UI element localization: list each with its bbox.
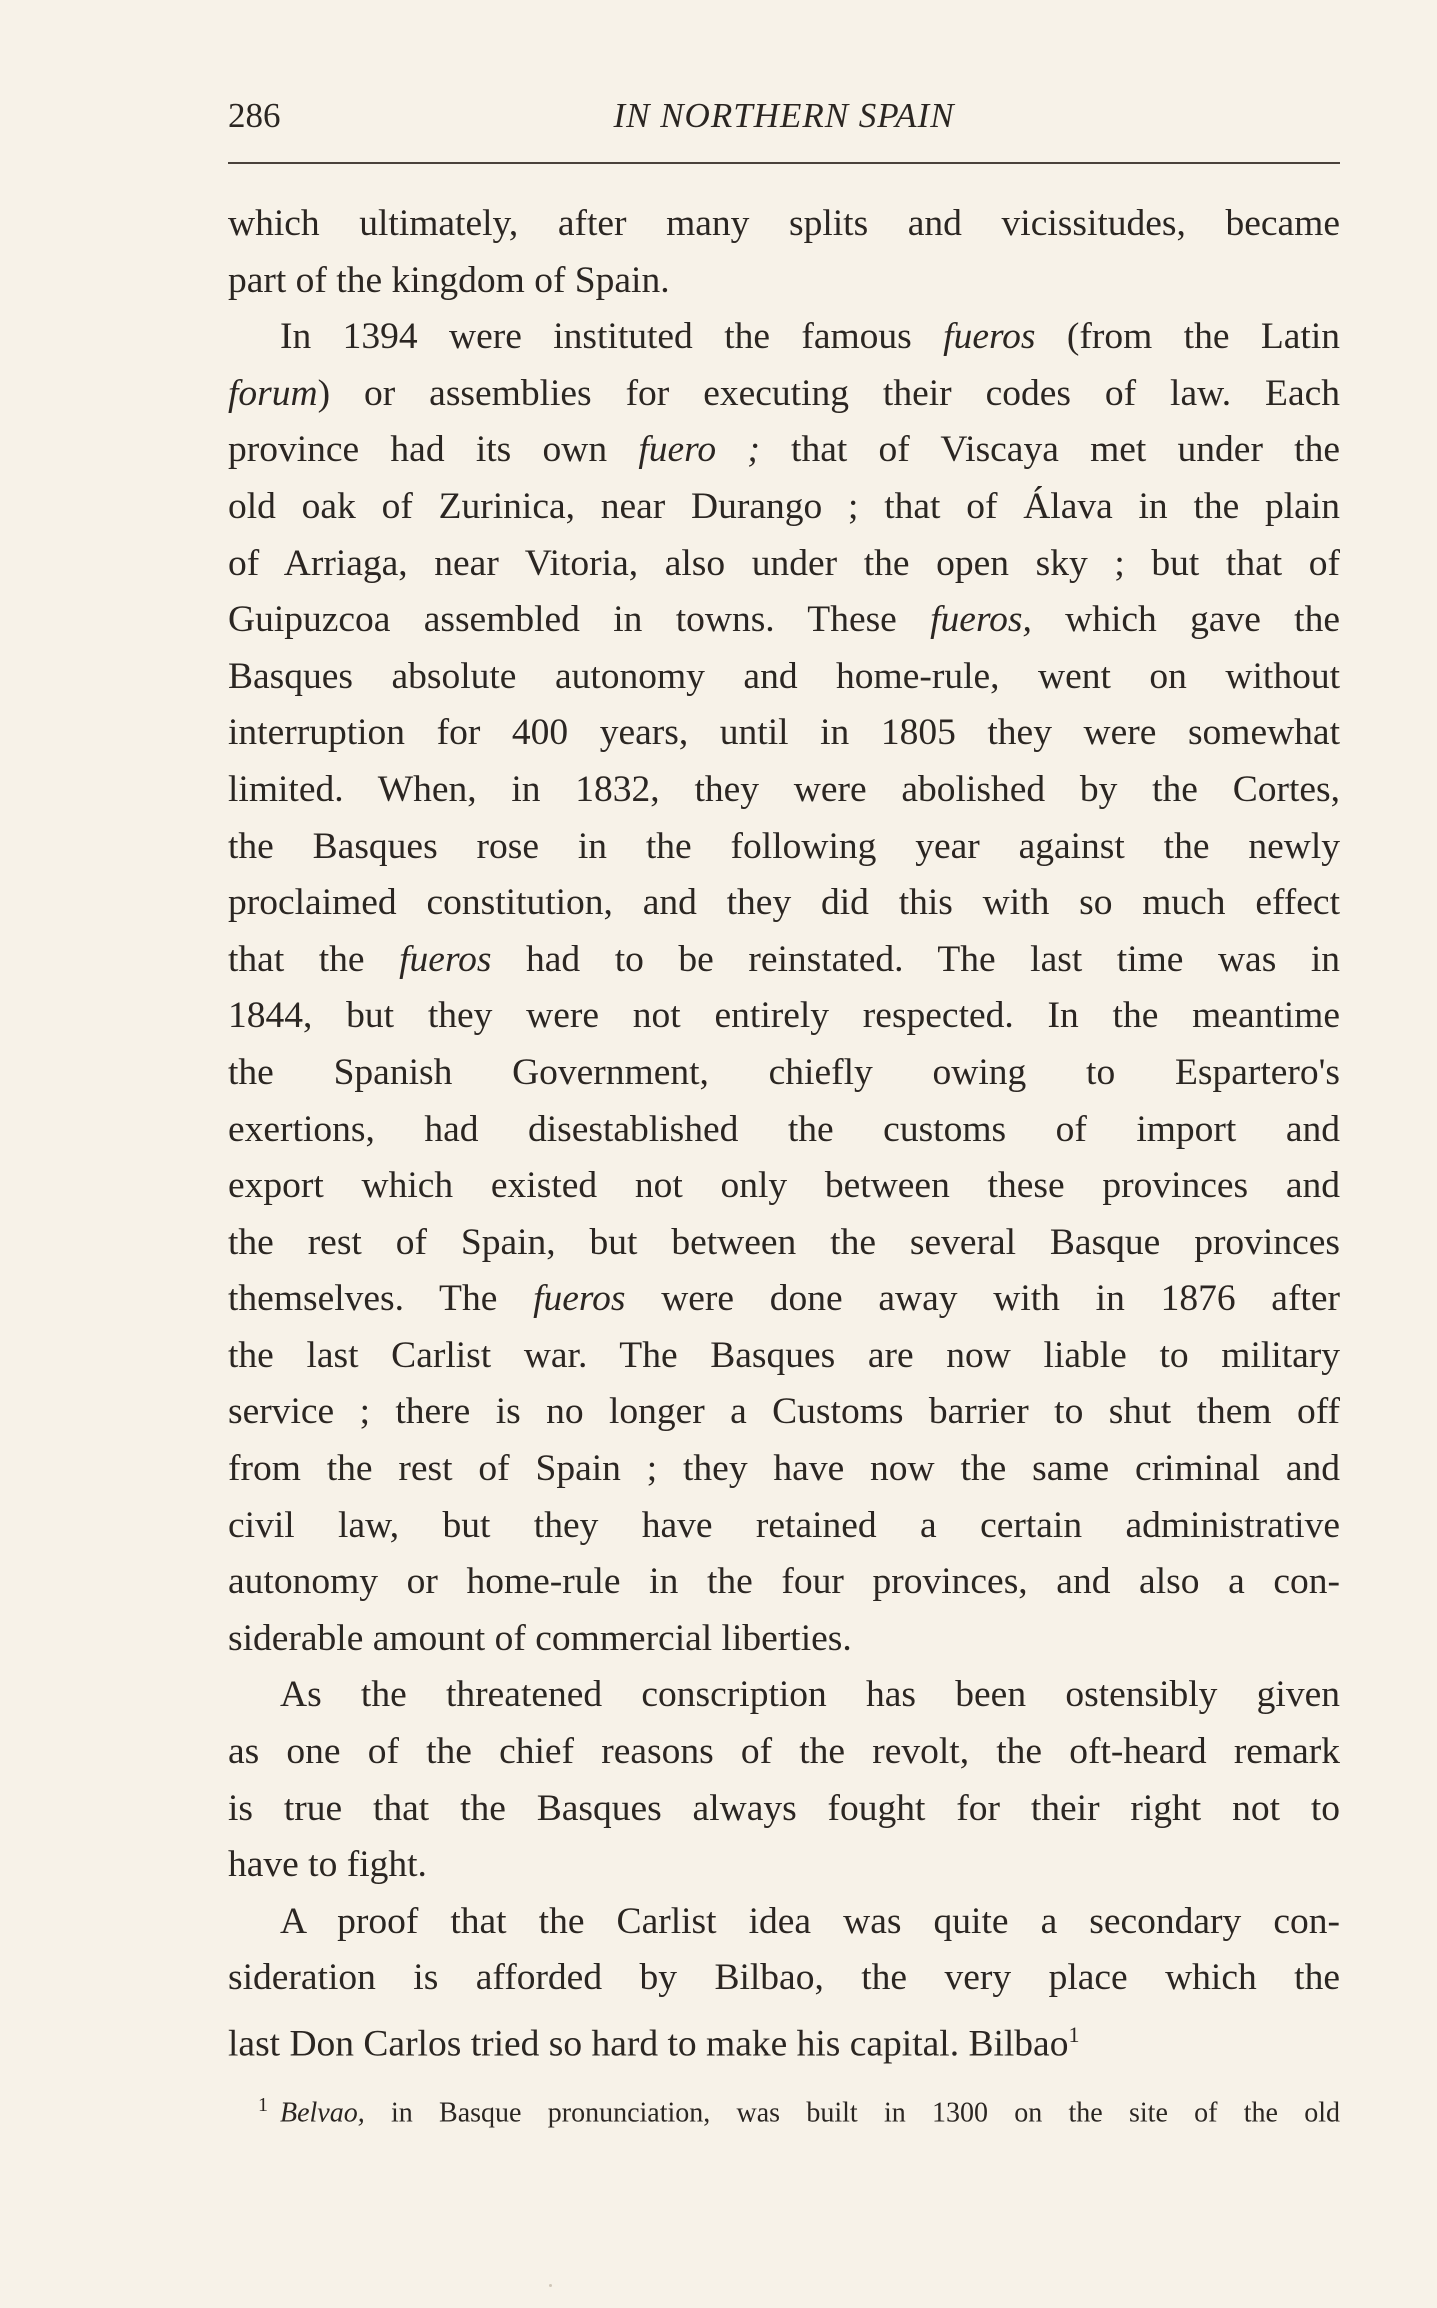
footnote-marker: 1 [258,2094,268,2116]
text-span: proclaimed constitution, and they did this with so much effect [228,882,1340,924]
body-text [228,196,1340,2064]
text-line [228,1498,1340,1555]
page-header [228,96,1340,146]
text-line [228,592,1340,649]
text-span: fueros [533,1278,626,1320]
text-span: A proof that the Carlist idea was quite a secondary con- [280,1900,1340,1942]
text-span: last Don Carlos tried so hard to make his capital. Bilbao [228,2023,1069,2065]
text-span: interruption for 400 years, until in 1805 they were somewhat [228,712,1340,754]
text-span: that of Viscaya met under the [759,429,1340,471]
text-line [228,1950,1340,2007]
text-span: limited. When, in 1832, they were abolished by the Cortes, [228,768,1340,810]
page-number: 286 [228,96,281,135]
text-span: 1844, but they were not entirely respected. In the meantime [228,995,1340,1037]
text-span: the Basques rose in the following year against the newly [228,825,1340,867]
text-span: As the threatened conscription has been ostensibly given [280,1674,1340,1716]
text-line [228,1271,1340,1328]
text-line [228,932,1340,989]
text-span: which ultimately, after many splits and vicissitudes, became [228,203,1340,244]
text-span: from the rest of Spain ; they have now the same criminal and [228,1448,1340,1490]
text-span: 1 [1068,2022,1080,2047]
text-line [228,762,1340,819]
text-span: part of the kingdom of Spain. [228,259,670,301]
text-line [228,649,1340,706]
text-span: the last Carlist war. The Basques are now liable to military [228,1334,1340,1376]
text-span: autonomy or home-rule in the four provinces, and also a con- [228,1561,1340,1603]
text-line [228,1158,1340,1215]
text-span: fueros [399,938,492,980]
paper-speck [549,2284,552,2287]
text-span: old oak of Zurinica, near Durango ; that of Álava in the plain [228,485,1340,527]
text-line [228,2007,1340,2064]
text-span: civil law, but they have retained a certain administrative [228,1504,1340,1546]
text-line [228,1894,1340,1951]
text-span: In 1394 were instituted the famous [280,316,944,358]
footnote-term: Belvao, [280,2097,365,2129]
text-line [228,875,1340,932]
text-line [228,253,1340,310]
text-line [228,1328,1340,1385]
text-line [228,1102,1340,1159]
text-span: fueros, [930,599,1032,641]
text-line [228,1554,1340,1611]
text-span: of Arriaga, near Vitoria, also under the open sky ; but that of [228,542,1340,584]
text-span: had to be reinstated. The last time was in [491,938,1340,980]
text-line [228,366,1340,423]
text-span: that the [228,938,400,980]
text-line [228,1781,1340,1838]
text-line [228,1837,1340,1894]
text-span: (from the Latin [1035,316,1340,358]
text-line [228,309,1340,366]
text-line [228,705,1340,762]
text-span: Basques absolute autonomy and home-rule, went on without [228,655,1340,697]
text-span: fuero ; [638,429,760,471]
text-span: which gave the [1031,599,1340,641]
text-span: service ; there is no longer a Customs barrier to shut them off [228,1391,1340,1433]
text-span: province had its own [228,429,639,471]
text-line [228,1441,1340,1498]
text-span: fueros [943,316,1036,358]
text-span: forum [228,372,318,414]
text-span: is true that the Basques always fought for their right not to [228,1787,1340,1829]
text-line [228,536,1340,593]
footnote-text: in Basque pronunciation, was built in 1300 on the site of the old [364,2097,1340,2129]
text-line [228,479,1340,536]
text-span: Guipuzcoa assembled in towns. These [228,599,931,641]
text-span: exertions, had disestablished the customs of import and [228,1108,1340,1150]
text-line [228,819,1340,876]
text-line [228,1045,1340,1102]
text-span: the Spanish Government, chiefly owing to Espartero's [228,1051,1340,1093]
text-span: the rest of Spain, but between the several Basque provinces [228,1221,1340,1263]
text-span: themselves. The [228,1278,534,1320]
text-line [228,196,1340,253]
text-line [228,988,1340,1045]
text-span: sideration is afforded by Bilbao, the very place which the [228,1957,1340,1999]
text-line [228,1384,1340,1441]
text-span: ) or assemblies for executing their codes of law. Each [317,372,1340,414]
text-line [228,1611,1340,1668]
text-span: siderable amount of commercial liberties. [228,1617,852,1659]
footnote [228,2085,1340,2133]
header-rule [228,162,1340,164]
text-line [228,422,1340,479]
text-span: as one of the chief reasons of the revolt, the oft-heard remark [228,1731,1340,1773]
text-line [228,1215,1340,1272]
text-line [228,1667,1340,1724]
text-span: were done away with in 1876 after [625,1278,1340,1320]
running-title: IN NORTHERN SPAIN [613,96,955,135]
text-span: have to fight. [228,1844,427,1886]
text-line [228,1724,1340,1781]
text-span: export which existed not only between these provinces and [228,1165,1340,1207]
